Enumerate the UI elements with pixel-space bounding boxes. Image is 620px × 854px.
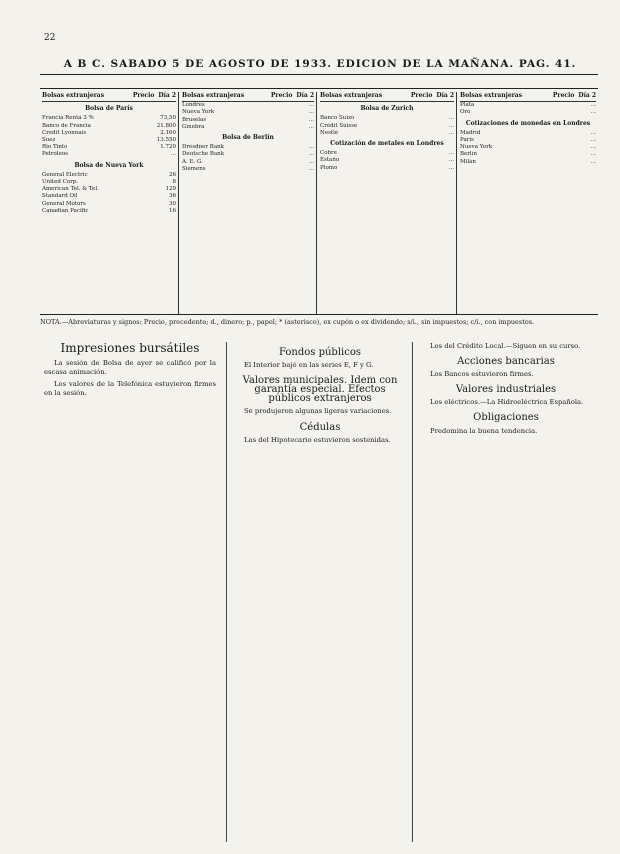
price-cell: ... [590, 109, 596, 116]
security-name: Bruselas [182, 116, 207, 123]
article-impresiones [44, 342, 216, 401]
table-row [320, 123, 454, 130]
abbreviations-note: NOTA.—Abreviaturas y signos: Precio, precedente; d., dinero; p., papel; * (asterisco), ex cupón o ex dividendo; s/i., sin impuestos; c/i., con impuestos. [40, 318, 535, 326]
price-cell: ... [590, 144, 596, 151]
price-cell: 129 [165, 186, 176, 193]
price-cell: 2.160 [160, 129, 176, 136]
table-row [42, 208, 176, 215]
price-cell: 30 [169, 200, 176, 207]
column-header: Bolsas extranjeras [182, 92, 245, 99]
price-cell: 26 [169, 171, 176, 178]
table-row [320, 157, 454, 164]
section-title: Obligaciones [473, 412, 539, 424]
stock-table [460, 92, 596, 166]
stock-table [42, 92, 176, 215]
column-header: Día 2 [436, 92, 454, 99]
article-paragraph: Los Bancos estuvieron firmes. [430, 370, 534, 379]
table-row [182, 109, 314, 116]
security-name: Dresdner Bank [182, 144, 225, 151]
table-divider [316, 92, 317, 314]
section-title: Valores industriales [455, 384, 557, 396]
column-header: Bolsas extranjeras [320, 92, 383, 99]
table-row [42, 130, 176, 137]
table-header [182, 92, 314, 102]
column-header: Bolsas extranjeras [460, 92, 523, 99]
security-name: Ginebra [182, 123, 205, 130]
security-name: Oro [460, 109, 471, 116]
article-paragraph: Los eléctricos.—La Hidroeléctrica Española. [430, 398, 584, 407]
price-cell: ... [448, 129, 454, 136]
stock-table [320, 92, 454, 172]
security-name: Banco Suizo [320, 115, 355, 122]
security-name: Cobre [320, 150, 337, 157]
security-name: Petróleos [42, 151, 69, 158]
table-row [42, 144, 176, 151]
price-cell: ... [590, 129, 596, 136]
column-header: Día 2 [158, 92, 176, 99]
price-cell: 21.800 [156, 122, 176, 129]
table-row [320, 165, 454, 172]
table-row [42, 172, 176, 179]
security-name: Nestlé [320, 129, 339, 136]
price-cell: ... [308, 123, 314, 130]
security-name: Londres [182, 102, 205, 109]
table-bottom-rule [40, 314, 598, 315]
table-row [320, 150, 454, 157]
security-name: Standard Oil [42, 193, 78, 200]
security-name: General Electric [42, 171, 88, 178]
security-name: American Tel. & Tel. [42, 186, 99, 193]
security-name: Crédit Suisse [320, 122, 358, 129]
table-row [42, 151, 176, 158]
security-name: Canadian Pacific [42, 207, 89, 214]
page-header: A B C. SABADO 5 DE AGOSTO DE 1933. EDICION DE LA MAÑANA. PAG. 41. [63, 58, 577, 70]
article-paragraph: Predomina la buena tendencia. [430, 426, 538, 435]
price-cell: 8 [172, 179, 176, 186]
security-name: Banco de Francia [42, 122, 91, 129]
security-name: Estaño [320, 157, 340, 164]
security-name: General Motors [42, 200, 86, 207]
price-cell: ... [308, 151, 314, 158]
table-section-title: Cotizaciones de monedas en Londres [465, 119, 591, 127]
table-row [460, 159, 596, 166]
section-title: Fondos públicos [279, 347, 361, 358]
article-column-middle [234, 342, 406, 448]
table-row [320, 115, 454, 122]
price-cell: 13.550 [156, 137, 176, 144]
price-cell: ... [448, 164, 454, 171]
security-name: Berlín [460, 151, 477, 158]
security-name: Madrid [460, 129, 481, 136]
column-header: Día 2 [578, 92, 596, 99]
price-cell: ... [308, 102, 314, 109]
article-paragraph: Se produjeron algunas ligeras variaciones. [244, 407, 392, 416]
price-cell: 16 [169, 207, 176, 214]
column-header: Día 2 [296, 92, 314, 99]
security-name: Suez [42, 137, 56, 144]
table-divider [178, 92, 179, 314]
price-cell: 1.720 [160, 144, 176, 151]
price-cell: ... [308, 109, 314, 116]
table-row [460, 151, 596, 158]
table-row [182, 117, 314, 124]
price-cell: ... [170, 151, 176, 158]
price-cell: ... [308, 116, 314, 123]
price-cell: ... [448, 150, 454, 157]
price-cell: 36 [169, 193, 176, 200]
table-header [320, 92, 454, 102]
table-row [182, 159, 314, 166]
security-name: París [460, 137, 474, 144]
section-title: Valores municipales. Idem con garantía especial. Efectos públicos extranjeros [242, 375, 398, 405]
page-folio: 22 [44, 33, 56, 43]
column-header: Bolsas extranjeras [42, 92, 105, 99]
price-cell: ... [448, 157, 454, 164]
price-cell: ... [448, 115, 454, 122]
article-title: Impresiones bursátiles [60, 342, 200, 355]
column-header: Precio [552, 92, 575, 99]
table-row [460, 130, 596, 137]
section-title: Cédulas [299, 421, 341, 433]
table-row [182, 151, 314, 158]
table-row [182, 124, 314, 131]
column-header: Precio [132, 92, 155, 99]
table-row [182, 102, 314, 109]
security-name: Nueva York [182, 109, 215, 116]
security-name: Siemens [182, 165, 206, 172]
table-divider [456, 92, 457, 314]
price-cell: ... [590, 151, 596, 158]
article-paragraph: El Interior bajó en las series E, F y G. [244, 361, 374, 370]
stock-table [182, 92, 314, 173]
column-header: Precio [410, 92, 433, 99]
price-cell: 73,50 [160, 115, 176, 122]
table-row [182, 166, 314, 173]
article-paragraph: Los valores de la Telefónica estuvieron firmes en la sesión. [44, 380, 216, 398]
security-name: A. E. G. [182, 158, 203, 165]
table-row [182, 144, 314, 151]
security-name: Plomo [320, 164, 338, 171]
table-section-title: Bolsa de París [85, 105, 133, 113]
table-header [42, 92, 176, 102]
column-divider [226, 342, 227, 842]
table-row [320, 130, 454, 137]
security-name: Plata [460, 102, 475, 109]
price-cell: ... [308, 144, 314, 151]
section-title: Acciones bancarias [457, 356, 555, 368]
table-row [460, 144, 596, 151]
table-section-title: Bolsa de Berlín [222, 134, 274, 142]
table-row [42, 123, 176, 130]
column-divider [412, 342, 413, 842]
table-row [42, 201, 176, 208]
security-name: Nueva York [460, 144, 493, 151]
price-cell: ... [590, 137, 596, 144]
price-cell: ... [590, 102, 596, 109]
price-cell: ... [308, 158, 314, 165]
table-row [42, 179, 176, 186]
table-section-title: Bolsa de Zurich [360, 105, 414, 113]
table-row [42, 193, 176, 200]
article-paragraph: Las del Hipotecario estuvieron sostenidas. [244, 435, 391, 444]
table-row [460, 109, 596, 116]
article-paragraph: Los del Crédito Local.—Siguen en su curso. [430, 342, 581, 350]
table-section-title: Bolsa de Nueva York [74, 161, 144, 169]
security-name: Crédit Lyonnais [42, 129, 87, 136]
security-name: Deutsche Bank [182, 151, 225, 158]
table-top-rule [40, 88, 598, 89]
security-name: Milán [460, 158, 476, 165]
table-row [42, 137, 176, 144]
table-row [42, 186, 176, 193]
article-column-right [420, 342, 592, 439]
column-header: Precio [270, 92, 293, 99]
security-name: Rio Tinto [42, 144, 68, 151]
price-cell: ... [448, 122, 454, 129]
table-row [460, 102, 596, 109]
table-header [460, 92, 596, 102]
table-row [42, 115, 176, 122]
price-cell: ... [590, 158, 596, 165]
table-row [460, 137, 596, 144]
table-section-title: Cotización de metales en Londres [330, 140, 444, 148]
price-cell: ... [308, 165, 314, 172]
article-paragraph: La sesión de Bolsa de ayer se calificó por la escasa animación. [44, 359, 216, 377]
security-name: United Corp. [42, 179, 79, 186]
security-name: Francia Renta 3 % [42, 115, 94, 122]
header-rule [40, 74, 598, 75]
